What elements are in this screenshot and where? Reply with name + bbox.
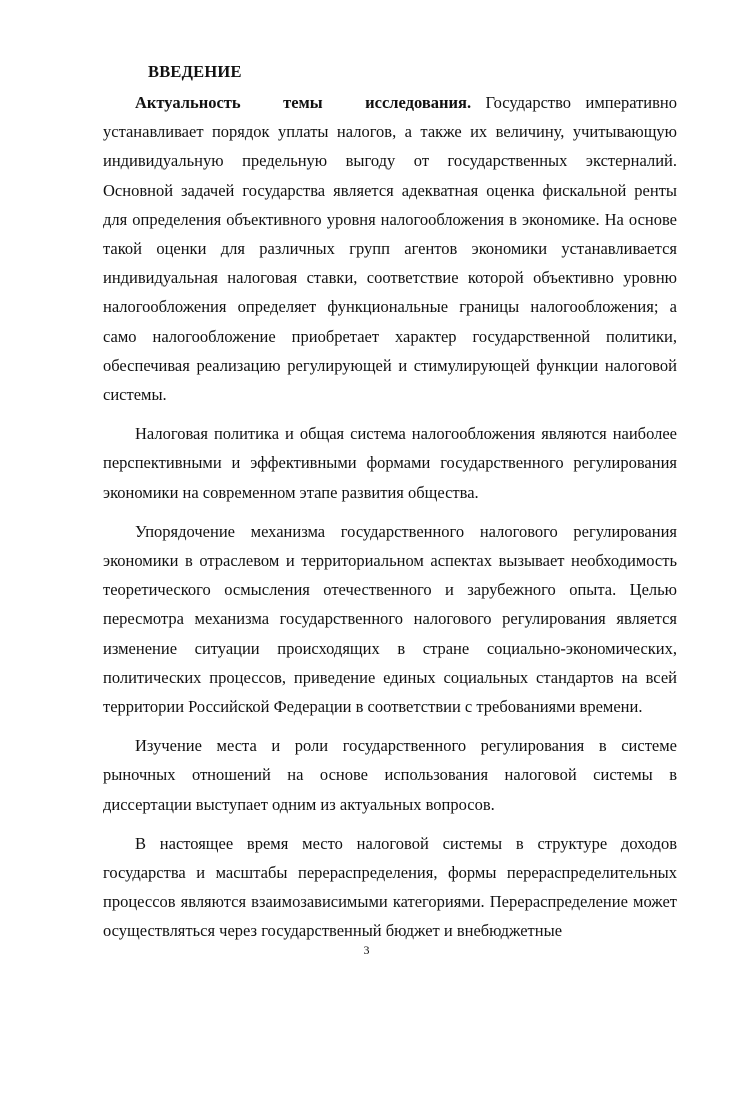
section-heading: ВВЕДЕНИЕ bbox=[148, 62, 242, 81]
paragraph-relevance-text: Государство императивно устанавливает порядок уплаты налогов, а также их величину, учитывающую индивидуальную предельную выгоду от государственных экстерналий. Основной задачей государства является адекватная оценка фискальной ренты для определения объективного уровня налогообложения в экономике. На основе такой оценки для различных групп агентов экономики устанавливается индивидуальная налоговая ставки, соответствие которой объективно уровню налогообложения определяет функциональные границы налогообложения; а само налогообложение приобретает характер государственной политики, обеспечивая реализацию регулирующей и стимулирующей функции налоговой системы. bbox=[103, 93, 677, 405]
paragraph-state-role: Изучение места и роли государственного регулирования в системе рыночных отношений на основе использования налоговой системы в диссертации выступает одним из актуальных вопросов. bbox=[103, 736, 677, 814]
paragraph-lead-bold: Актуальность темы исследования. bbox=[135, 93, 472, 112]
paragraph-regulation-mechanism: Упорядочение механизма государственного налогового регулирования экономики в отраслевом и территориальном аспектах вызывает необходимость теоретического осмысления отечественного и зарубежного опыта. Целью пересмотра механизма государственного налогового регулирования является изменение ситуации происходящих в стране социально-экономических, политических процессов, приведение единых социальных стандартов на всей территории Российской Федерации в соответствии с требованиями времени. bbox=[103, 521, 677, 717]
paragraph-relevance bbox=[103, 88, 677, 409]
page-number: 3 bbox=[363, 943, 370, 957]
paragraph-tax-policy: Налоговая политика и общая система налогообложения являются наиболее перспективными и эффективными формами государственного регулирования экономики на современном этапе развития общества. bbox=[103, 424, 677, 502]
document-page bbox=[103, 62, 677, 956]
paragraph-redistribution: В настоящее время место налоговой системы в структуре доходов государства и масштабы перераспределения, формы перераспределительных процессов являются взаимозависимыми категориями. Перераспределение может осуществляться через государственный бюджет и внебюджетные bbox=[103, 833, 677, 941]
